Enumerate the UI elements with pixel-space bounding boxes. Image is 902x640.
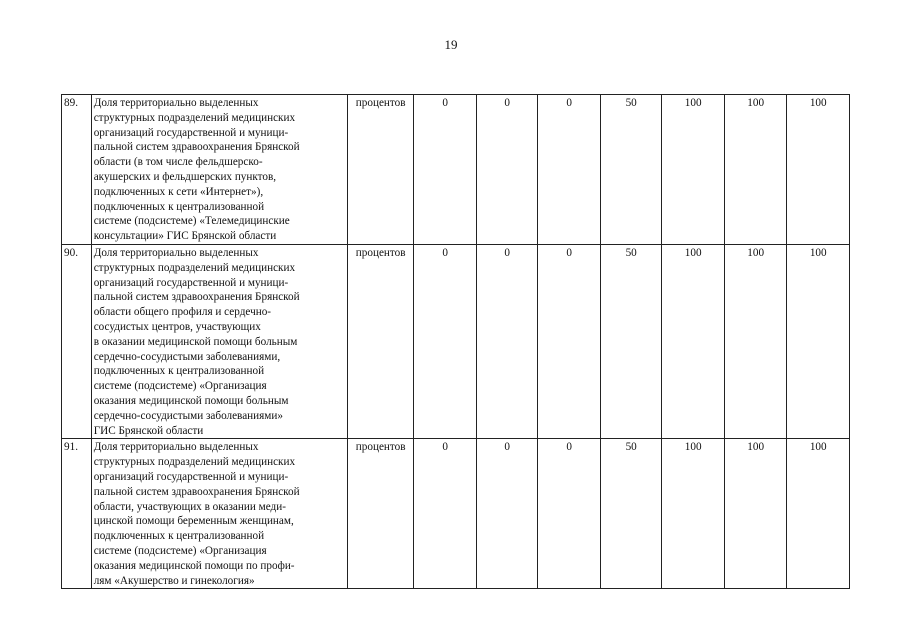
value-cell: 100 [724, 95, 787, 245]
indicator-name-line: в оказании медицинской помощи больным [93, 335, 298, 348]
indicator-name [91, 95, 347, 245]
indicator-name-line: системе (подсистеме) «Организация [93, 380, 267, 393]
indicator-name-line: Доля территориально выделенных [93, 246, 259, 259]
value-cell: 0 [538, 95, 601, 245]
indicator-name-line: оказания медицинской помощи больным [93, 394, 289, 407]
indicator-name-line: лям «Акушерство и гинекология» [93, 574, 255, 587]
page-number: 19 [444, 37, 458, 52]
value-cell: 0 [476, 439, 537, 589]
indicator-name-line: сердечно-сосудистыми заболеваниями, [93, 350, 281, 363]
row-number: 89. [62, 95, 92, 245]
indicator-name-line: структурных подразделений медицинских [93, 456, 296, 469]
value-cell: 100 [724, 244, 787, 438]
indicator-name-line: области, участвующих в оказании меди- [93, 500, 286, 513]
value-cell: 0 [476, 244, 537, 438]
value-cell: 100 [662, 95, 725, 245]
indicator-name-line: области общего профиля и сердечно- [93, 306, 272, 319]
table-row [62, 439, 850, 589]
indicator-name-line: Доля территориально выделенных [93, 97, 259, 109]
indicator-name-line: консультации» ГИС Брянской области [93, 230, 277, 243]
indicator-name-line: пальной систем здравоохранения Брянской [93, 141, 300, 154]
indicator-name-line: системе (подсистеме) «Организация [93, 544, 267, 557]
indicator-name-line: пальной систем здравоохранения Брянской [93, 291, 300, 304]
value-cell: 100 [662, 439, 725, 589]
indicator-name-line: оказания медицинской помощи по профи- [93, 559, 295, 572]
indicator-name-line: сосудистых центров, участвующих [93, 320, 261, 333]
value-cell: 50 [600, 439, 661, 589]
unit-cell: процентов [347, 244, 414, 438]
indicator-name-line: пальной систем здравоохранения Брянской [93, 485, 300, 498]
indicator-name-line: системе (подсистеме) «Телемедицинские [93, 215, 290, 228]
value-cell: 0 [414, 439, 477, 589]
value-cell: 50 [600, 244, 661, 438]
indicator-name-line: ГИС Брянской области [93, 424, 204, 437]
indicator-name-line: Доля территориально выделенных [93, 441, 259, 454]
table-row [62, 95, 850, 245]
indicator-name-line: структурных подразделений медицинских [93, 261, 296, 274]
indicator-name-line: структурных подразделений медицинских [93, 111, 296, 124]
indicator-name-line: организаций государственной и муници- [93, 126, 289, 139]
indicator-name [91, 439, 347, 589]
value-cell: 0 [538, 244, 601, 438]
indicator-name-line: подключенных к централизованной [93, 530, 265, 543]
indicator-name-line: подключенных к централизованной [93, 200, 265, 213]
table-row [62, 244, 850, 438]
value-cell: 100 [662, 244, 725, 438]
indicator-name-line: организаций государственной и муници- [93, 470, 289, 483]
indicator-name-line: подключенных к сети «Интернет»), [93, 185, 264, 198]
value-cell: 100 [724, 439, 787, 589]
value-cell: 0 [476, 95, 537, 245]
value-cell: 0 [538, 439, 601, 589]
indicator-name-line: подключенных к централизованной [93, 365, 265, 378]
unit-cell: процентов [347, 95, 414, 245]
indicator-name-line: акушерских и фельдшерских пунктов, [93, 170, 277, 183]
row-number: 91. [62, 439, 92, 589]
indicator-name [91, 244, 347, 438]
value-cell: 0 [414, 244, 477, 438]
value-cell: 100 [787, 244, 850, 438]
value-cell: 100 [787, 95, 850, 245]
row-number: 90. [62, 244, 92, 438]
indicator-name-line: организаций государственной и муници- [93, 276, 289, 289]
indicator-name-line: цинской помощи беременным женщинам, [93, 515, 294, 528]
indicator-table [61, 94, 850, 589]
indicator-name-line: области (в том числе фельдшерско- [93, 156, 263, 169]
indicator-name-line: сердечно-сосудистыми заболеваниями» [93, 409, 283, 422]
value-cell: 0 [414, 95, 477, 245]
value-cell: 100 [787, 439, 850, 589]
value-cell: 50 [600, 95, 661, 245]
unit-cell: процентов [347, 439, 414, 589]
